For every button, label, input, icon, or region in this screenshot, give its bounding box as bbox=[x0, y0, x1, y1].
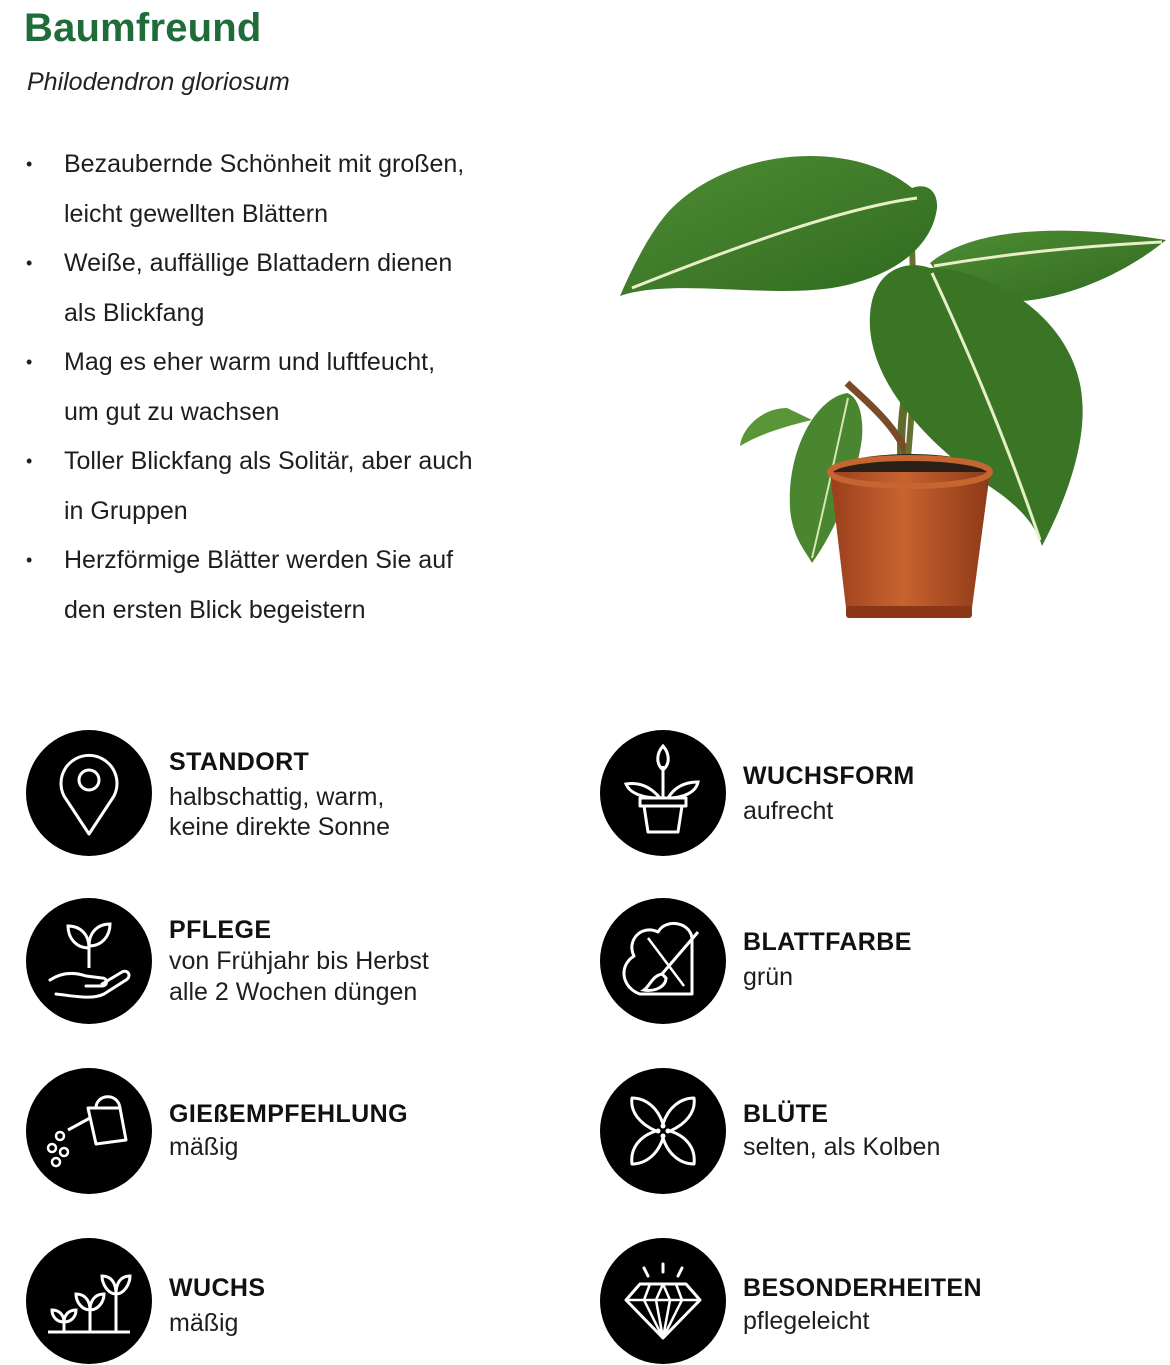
product-title: Baumfreund bbox=[24, 6, 262, 50]
fact-value: mäßig bbox=[169, 1309, 239, 1337]
fact-value: keine direkte Sonne bbox=[169, 813, 390, 841]
seedling-hand-icon bbox=[26, 898, 152, 1024]
fact-label: STANDORT bbox=[169, 748, 310, 776]
fact-label: PFLEGE bbox=[169, 916, 272, 944]
icon-circle bbox=[26, 730, 152, 856]
fact-label: WUCHSFORM bbox=[743, 762, 915, 790]
feature-line: Toller Blickfang als Solitär, aber auch bbox=[64, 447, 473, 475]
fact-value: alle 2 Wochen düngen bbox=[169, 978, 418, 1006]
fact-value: mäßig bbox=[169, 1133, 239, 1161]
feature-item bbox=[24, 140, 544, 239]
watering-can-icon bbox=[26, 1068, 152, 1194]
fact-blattfarbe bbox=[600, 898, 1160, 1028]
bullet-marker: • bbox=[26, 451, 33, 471]
feature-item bbox=[24, 338, 544, 437]
feature-line: Bezaubernde Schönheit mit großen, bbox=[64, 150, 465, 178]
bullet-marker: • bbox=[26, 550, 33, 570]
fact-label: GIEßEMPFEHLUNG bbox=[169, 1100, 408, 1128]
bullet-marker: • bbox=[26, 154, 33, 174]
fact-label: BLATTFARBE bbox=[743, 928, 912, 956]
growth-sprouts-icon bbox=[26, 1238, 152, 1364]
icon-circle bbox=[600, 730, 726, 856]
fact-value: grün bbox=[743, 963, 794, 991]
fact-label: WUCHS bbox=[169, 1274, 266, 1302]
feature-item bbox=[24, 536, 544, 635]
fact-value: halbschattig, warm, bbox=[169, 783, 385, 811]
leaf-brush-icon bbox=[600, 898, 726, 1024]
feature-line: um gut zu wachsen bbox=[64, 397, 280, 426]
fact-standort bbox=[26, 730, 566, 860]
botanical-name: Philodendron gloriosum bbox=[27, 68, 290, 96]
icon-circle bbox=[600, 1068, 726, 1194]
icon-circle bbox=[600, 1238, 726, 1364]
fact-label: BESONDERHEITEN bbox=[743, 1274, 982, 1302]
feature-line: den ersten Blick begeistern bbox=[64, 595, 366, 624]
bullet-marker: • bbox=[26, 253, 33, 273]
fact-pflege bbox=[26, 898, 566, 1028]
fact-value: pflegeleicht bbox=[743, 1307, 870, 1335]
location-pin-icon bbox=[26, 730, 152, 856]
feature-line: Herzförmige Blätter werden Sie auf bbox=[64, 546, 454, 574]
icon-circle bbox=[26, 1068, 152, 1194]
feature-item bbox=[24, 239, 544, 338]
feature-line: Weiße, auffällige Blattadern dienen bbox=[64, 249, 453, 277]
icon-circle bbox=[26, 898, 152, 1024]
flower-icon bbox=[600, 1068, 726, 1194]
potted-plant-icon bbox=[600, 730, 726, 856]
fact-value: aufrecht bbox=[743, 797, 834, 825]
feature-line: leicht gewellten Blättern bbox=[64, 199, 329, 228]
fact-label: BLÜTE bbox=[743, 1100, 829, 1128]
feature-item bbox=[24, 437, 544, 536]
fact-value: von Frühjahr bis Herbst bbox=[169, 947, 429, 975]
feature-line: als Blickfang bbox=[64, 298, 205, 327]
fact-wuchsform bbox=[600, 730, 1160, 860]
bullet-marker: • bbox=[26, 352, 33, 372]
diamond-icon bbox=[600, 1238, 726, 1364]
feature-line: Mag es eher warm und luftfeucht, bbox=[64, 348, 436, 376]
fact-wuchs bbox=[26, 1238, 566, 1365]
fact-besonderheiten bbox=[600, 1238, 1160, 1365]
fact-giessen bbox=[26, 1068, 566, 1198]
fact-bluete bbox=[600, 1068, 1160, 1198]
plant-photo bbox=[612, 128, 1168, 628]
fact-value: selten, als Kolben bbox=[743, 1133, 941, 1161]
icon-circle bbox=[26, 1238, 152, 1364]
feature-list bbox=[24, 140, 544, 635]
feature-line: in Gruppen bbox=[64, 496, 188, 525]
icon-circle bbox=[600, 898, 726, 1024]
